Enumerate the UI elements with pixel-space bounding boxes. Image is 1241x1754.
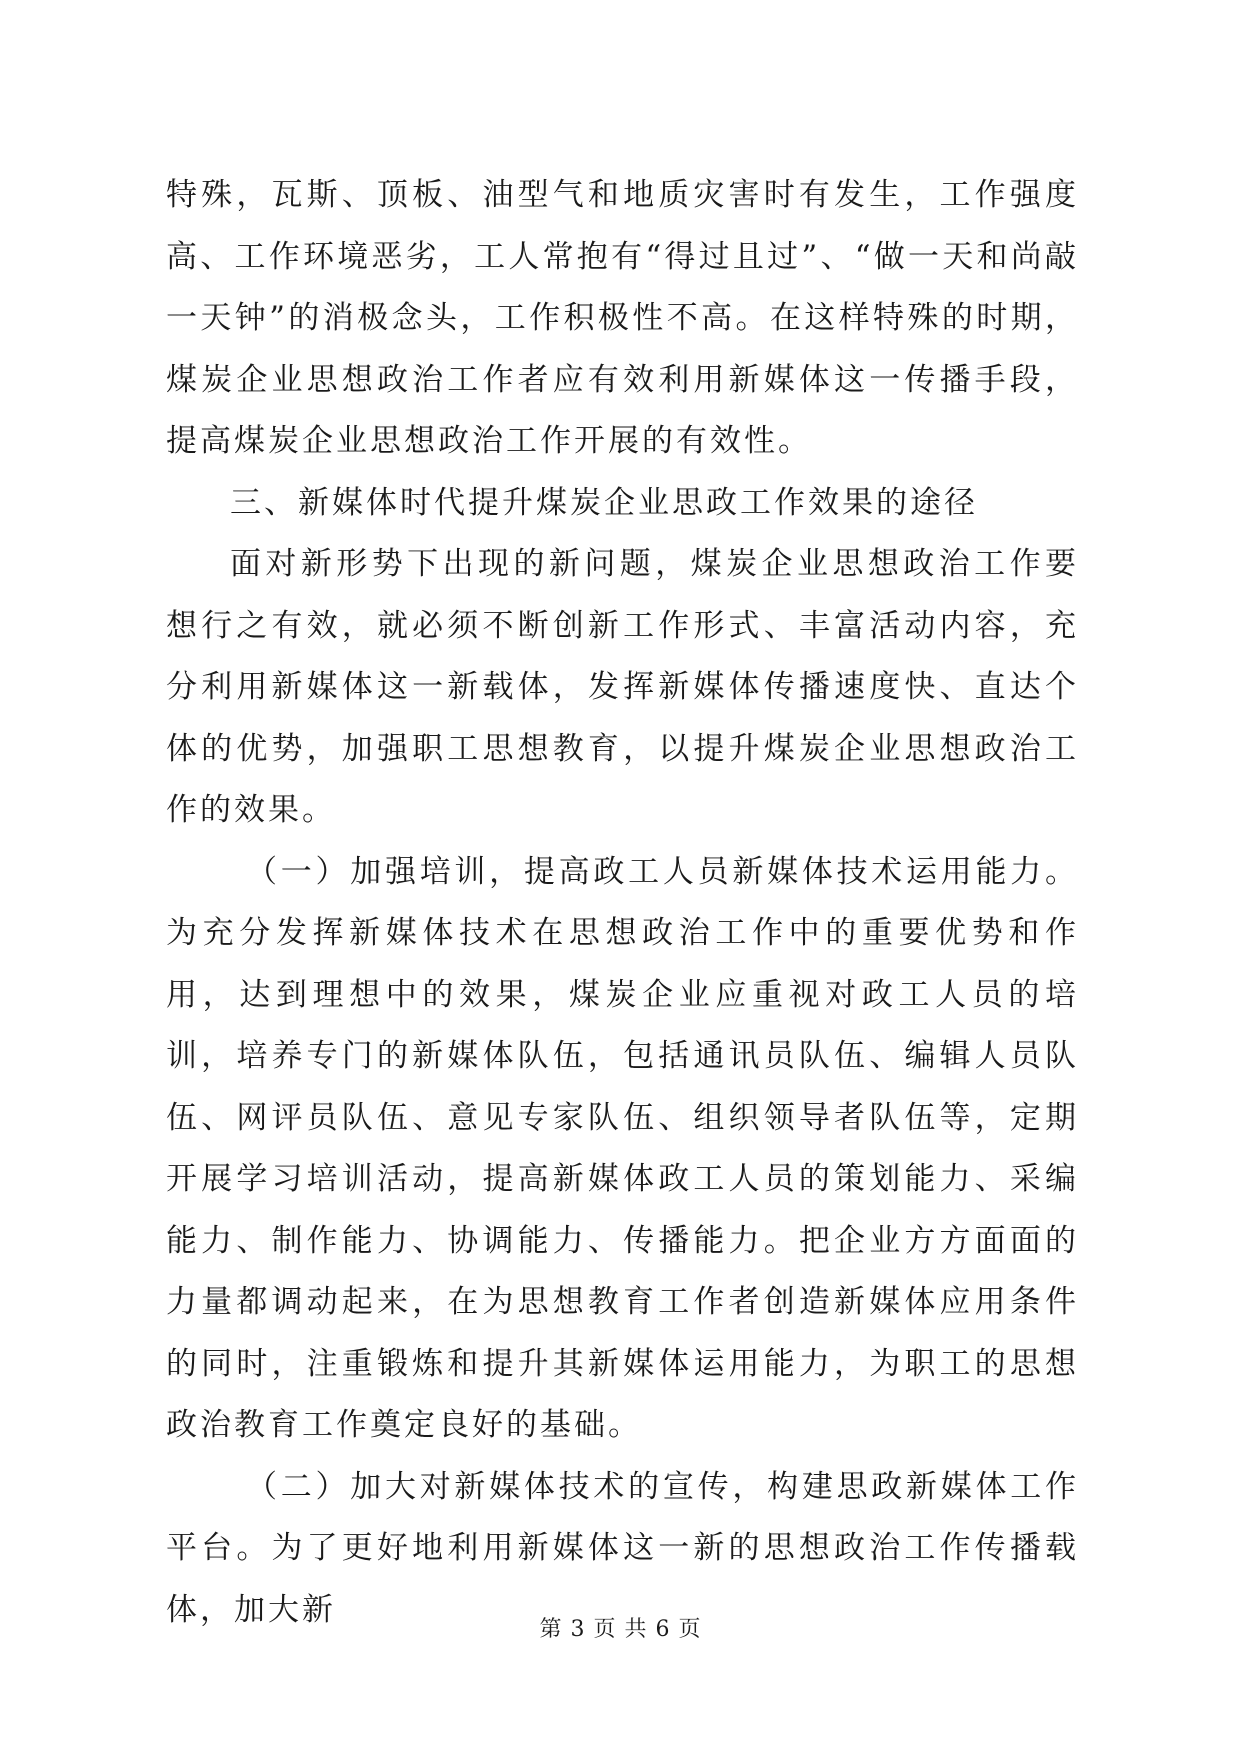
page-number-footer: 第 3 页 共 6 页 [539, 1617, 702, 1642]
paragraph-subsection-1: （一）加强培训，提高政工人员新媒体技术运用能力。为充分发挥新媒体技术在思想政治工作中的重要优势和作用，达到理想中的效果，煤炭企业应重视对政工人员的培训，培养专门的新媒体队伍，包括通讯员队伍、编辑人员队伍、网评员队伍、意见专家队伍、组织领导者队伍等，定期开展学习培训活动，提高新媒体政工人员的策划能力、采编能力、制作能力、协调能力、传播能力。把企业方方面面的力量都调动起来，在为思想教育工作者创造新媒体应用条件的同时，注重锻炼和提升其新媒体运用能力，为职工的思想政治教育工作奠定良好的基础。 [166, 853, 1079, 1443]
paragraph-intro: 面对新形势下出现的新问题，煤炭企业思想政治工作要想行之有效，就必须不断创新工作形式、丰富活动内容，充分利用新媒体这一新载体，发挥新媒体传播速度快、直达个体的优势，加强职工思想教育，以提升煤炭企业思想政治工作的效果。 [166, 546, 1079, 828]
paragraph-continuation: 特殊，瓦斯、顶板、油型气和地质灾害时有发生，工作强度高、工作环境恶劣，工人常抱有“得过且过”、“做一天和尚敲一天钟”的消极念头，工作积极性不高。在这样特殊的时期，煤炭企业思想政治工作者应有效利用新媒体这一传播手段，提高煤炭企业思想政治工作开展的有效性。 [166, 177, 1079, 459]
section-heading: 三、新媒体时代提升煤炭企业思政工作效果的途径 [230, 484, 978, 521]
document-body [166, 165, 1079, 1641]
paragraph-subsection-2: （二）加大对新媒体技术的宣传，构建思政新媒体工作平台。为了更好地利用新媒体这一新的思想政治工作传播载体，加大新 [166, 1468, 1079, 1628]
